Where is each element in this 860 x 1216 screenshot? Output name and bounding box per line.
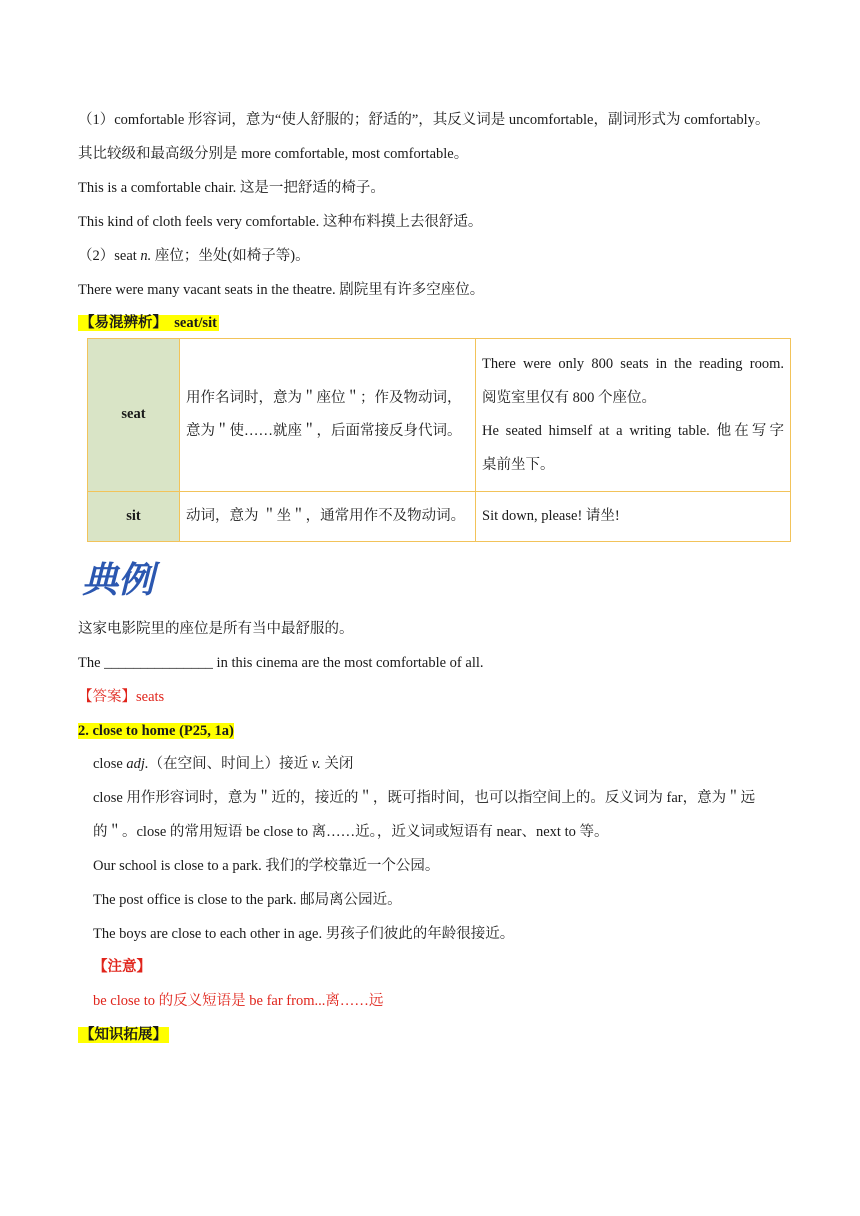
definition-close: close adj.（在空间、时间上）接近 v. 关闭 xyxy=(93,756,354,772)
table-cell-examples xyxy=(476,492,791,542)
paragraph-seat xyxy=(78,246,310,266)
example-line: Sit down, please! 请坐! xyxy=(482,507,620,524)
comparison-table xyxy=(87,338,791,542)
example-line: 桌前坐下。 xyxy=(482,456,555,473)
paragraph-close-line2: 的＂。close 的常用短语 be close to 离……近。，近义词或短语有 near、next to 等。 xyxy=(93,824,609,840)
example-sentence-theatre: There were many vacant seats in the theatre. 剧院里有许多空座位。 xyxy=(78,282,485,298)
table-cell-word: seat xyxy=(88,339,180,492)
example-question-english: The _______________ in this cinema are the most comfortable of all. xyxy=(78,655,484,671)
svg-text:典例: 典例 xyxy=(82,560,155,600)
answer-value: seats xyxy=(136,689,165,705)
meaning-line: 动词，意为 ＂坐＂，通常用作不及物动词。 xyxy=(186,507,466,524)
paragraph-close-line1: close 用作形容词时，意为＂近的，接近的＂，既可指时间，也可以指空间上的。反义词为 far，意为＂远 xyxy=(93,790,756,806)
answer-line xyxy=(78,687,164,707)
table-cell-meaning xyxy=(180,492,476,542)
table-row xyxy=(88,492,791,542)
seat-prefix: （2）seat xyxy=(78,248,141,264)
example-sentence-school: Our school is close to a park. 我们的学校靠近一个公园。 xyxy=(93,858,440,874)
paragraph-comfortable-line2: 其比较级和最高级分别是 more comfortable, most comfortable。 xyxy=(78,146,469,162)
distinguish-words: seat/sit xyxy=(174,315,217,331)
meaning-line: 意为＂使……就座＂，后面常接反身代词。 xyxy=(186,423,462,439)
example-sentence-chair: This is a comfortable chair. 这是一把舒适的椅子。 xyxy=(78,180,385,196)
answer-tag: 【答案】 xyxy=(78,689,136,705)
extension-heading: 【知识拓展】 xyxy=(80,1027,167,1043)
example-line: There were only 800 seats in the reading room. xyxy=(482,356,784,372)
seat-definition: 座位；坐处(如椅子等)。 xyxy=(151,248,310,264)
example-line: 阅览室里仅有 800 个座位。 xyxy=(482,389,656,406)
example-line: He seated himself at a writing table. 他在写字 xyxy=(482,423,784,439)
example-question-chinese: 这家电影院里的座位是所有当中最舒服的。 xyxy=(78,621,354,637)
table-cell-word: sit xyxy=(88,492,180,542)
table-cell-meaning xyxy=(180,339,476,492)
distinguish-tag: 【易混辨析】 seat/sit xyxy=(80,315,217,331)
paragraph-comfortable-line1: （1）comfortable 形容词，意为“使人舒服的；舒适的”，其反义词是 uncomfortable，副词形式为 comfortably。 xyxy=(78,112,770,128)
section-heading-close-to-home: 2. close to home (P25, 1a) xyxy=(78,723,234,739)
example-logo-icon xyxy=(80,554,162,600)
seat-pos: n. xyxy=(140,248,152,264)
example-sentence-cloth: This kind of cloth feels very comfortable. 这种布料摸上去很舒适。 xyxy=(78,214,483,230)
table-row xyxy=(88,339,791,492)
example-sentence-post-office: The post office is close to the park. 邮局离公园近。 xyxy=(93,892,402,908)
note-tag: 【注意】 xyxy=(93,959,151,975)
note-text: be close to 的反义短语是 be far from...离……远 xyxy=(93,993,384,1009)
table-cell-examples xyxy=(476,339,791,492)
meaning-line: 用作名词时，意为＂座位＂；作及物动词， xyxy=(186,389,462,406)
distinguish-heading xyxy=(78,313,219,333)
example-sentence-boys: The boys are close to each other in age. 男孩子们彼此的年龄很接近。 xyxy=(93,926,515,942)
